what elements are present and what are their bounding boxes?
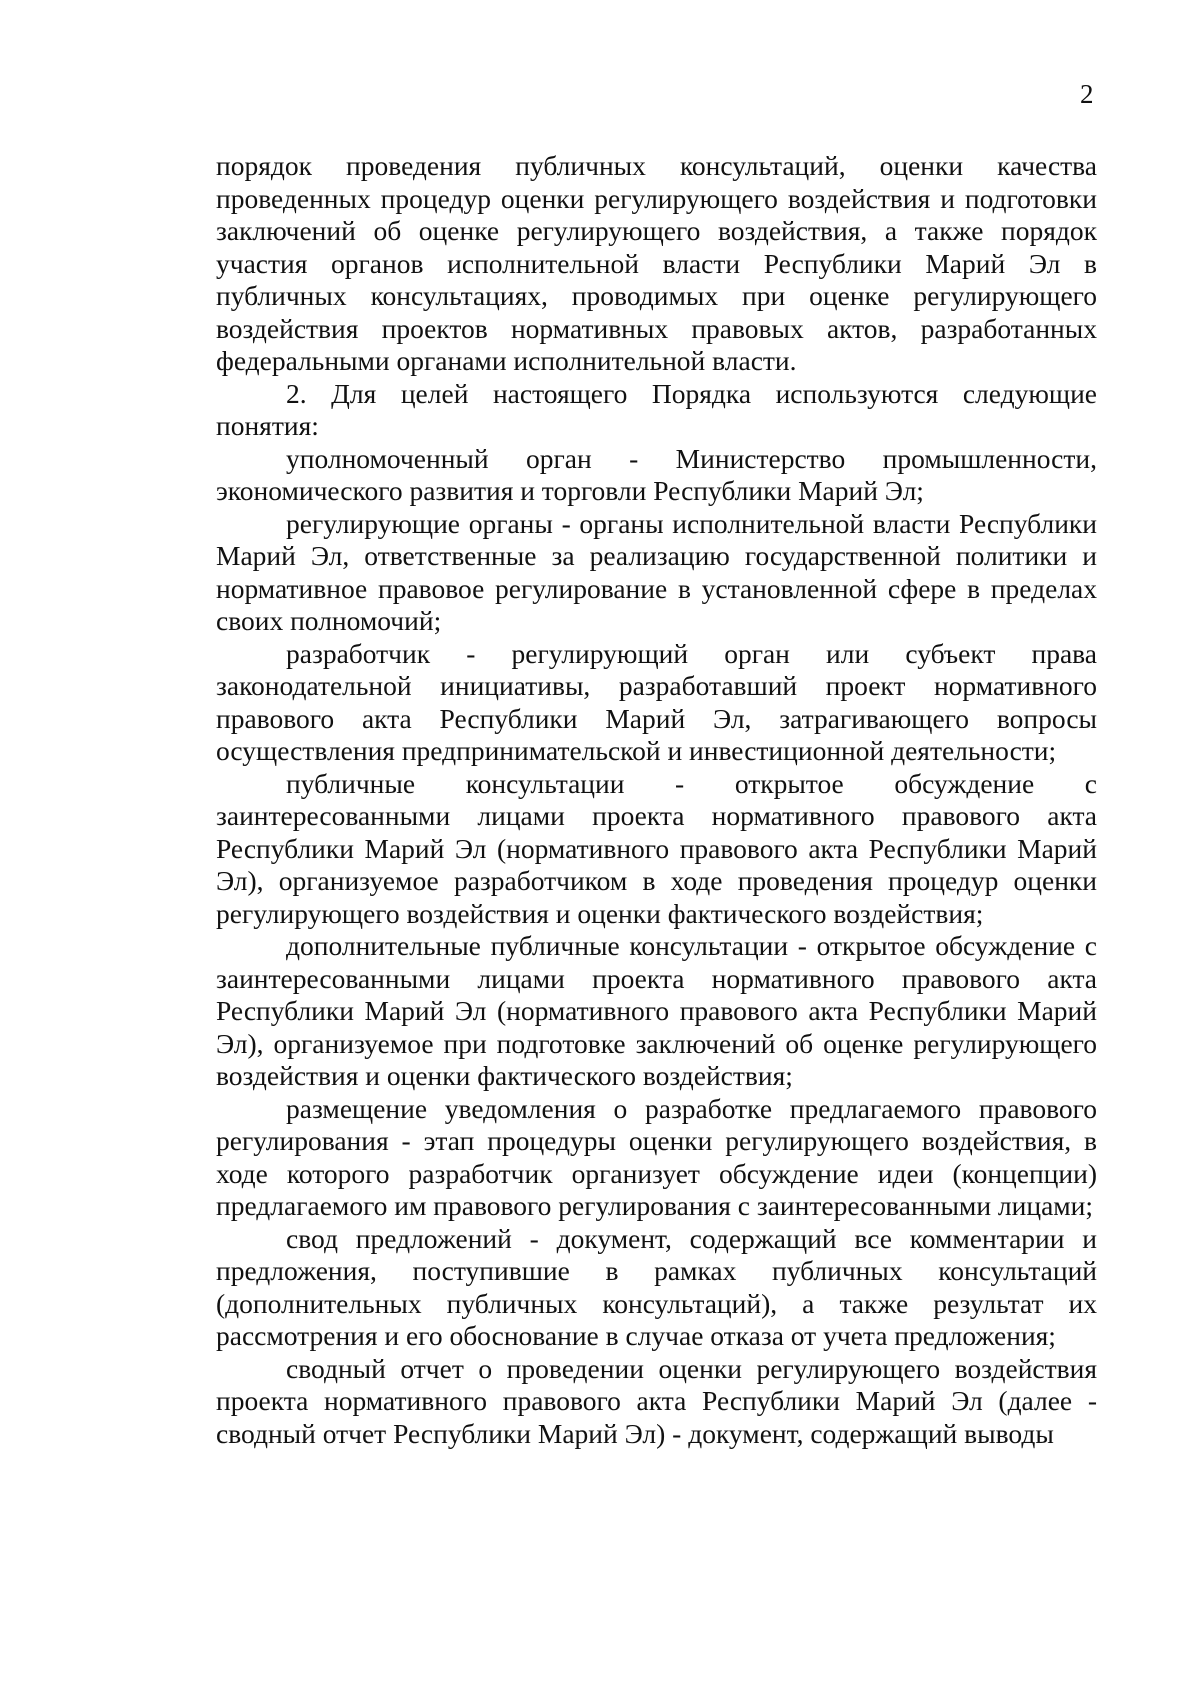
definition-regulating-bodies: регулирующие органы - органы исполнительной власти Республики Марий Эл, ответственные за реализацию государственной политики и нормативное правовое регулирование в установленной сфере в пределах своих полномочий; [216, 507, 1097, 636]
page-number: 2 [1080, 79, 1094, 109]
definition-additional-consultations: дополнительные публичные консультации - открытое обсуждение с заинтересованными лицами проекта нормативного правового акта Республики Марий Эл (нормативного правового акта Республики Марий Эл), организуемое при подготовке заключений об оценке регулирующего воздействия и оценки фактического воздействия; [216, 930, 1097, 1091]
definition-notice-placement: размещение уведомления о разработке предлагаемого правового регулирования - этап процедуры оценки регулирующего воздействия, в ходе которого разработчик организует обсуждение идеи (концепции) предлагаемого им правового регулирования с заинтересованными лицами; [216, 1092, 1097, 1221]
definition-proposals-summary: свод предложений - документ, содержащий все комментарии и предложения, поступившие в рамках публичных консультаций (дополнительных публичных консультаций), а также результат их рассмотрения и его обоснование в случае отказа от учета предложения; [216, 1222, 1097, 1351]
definition-summary-report: сводный отчет о проведении оценки регулирующего воздействия проекта нормативного правового акта Республики Марий Эл (далее - сводный отчет Республики Марий Эл) - документ, содержащий выводы [216, 1352, 1097, 1449]
paragraph-intro-continuation: порядок проведения публичных консультаций, оценки качества проведенных процедур оценки регулирующего воздействия и подготовки заключений об оценке регулирующего воздействия, а также порядок участия органов исполнительной власти Республики Марий Эл в публичных консультациях, проводимых при оценке регулирующего воздействия проектов нормативных правовых актов, разработанных федеральными органами исполнительной власти. [216, 150, 1097, 376]
document-body [216, 150, 1097, 1450]
definition-public-consultations: публичные консультации - открытое обсуждение с заинтересованными лицами проекта нормативного правового акта Республики Марий Эл (нормативного правового акта Республики Марий Эл), организуемое разработчиком в ходе проведения процедур оценки регулирующего воздействия и оценки фактического воздействия; [216, 767, 1097, 929]
definition-authorized-body: уполномоченный орган - Министерство промышленности, экономического развития и торговли Республики Марий Эл; [216, 442, 1097, 506]
paragraph-item-2: 2. Для целей настоящего Порядка используются следующие понятия: [216, 377, 1097, 441]
definition-developer: разработчик - регулирующий орган или субъект права законодательной инициативы, разработавший проект нормативного правового акта Республики Марий Эл, затрагивающего вопросы осуществления предпринимательской и инвестиционной деятельности; [216, 637, 1097, 766]
